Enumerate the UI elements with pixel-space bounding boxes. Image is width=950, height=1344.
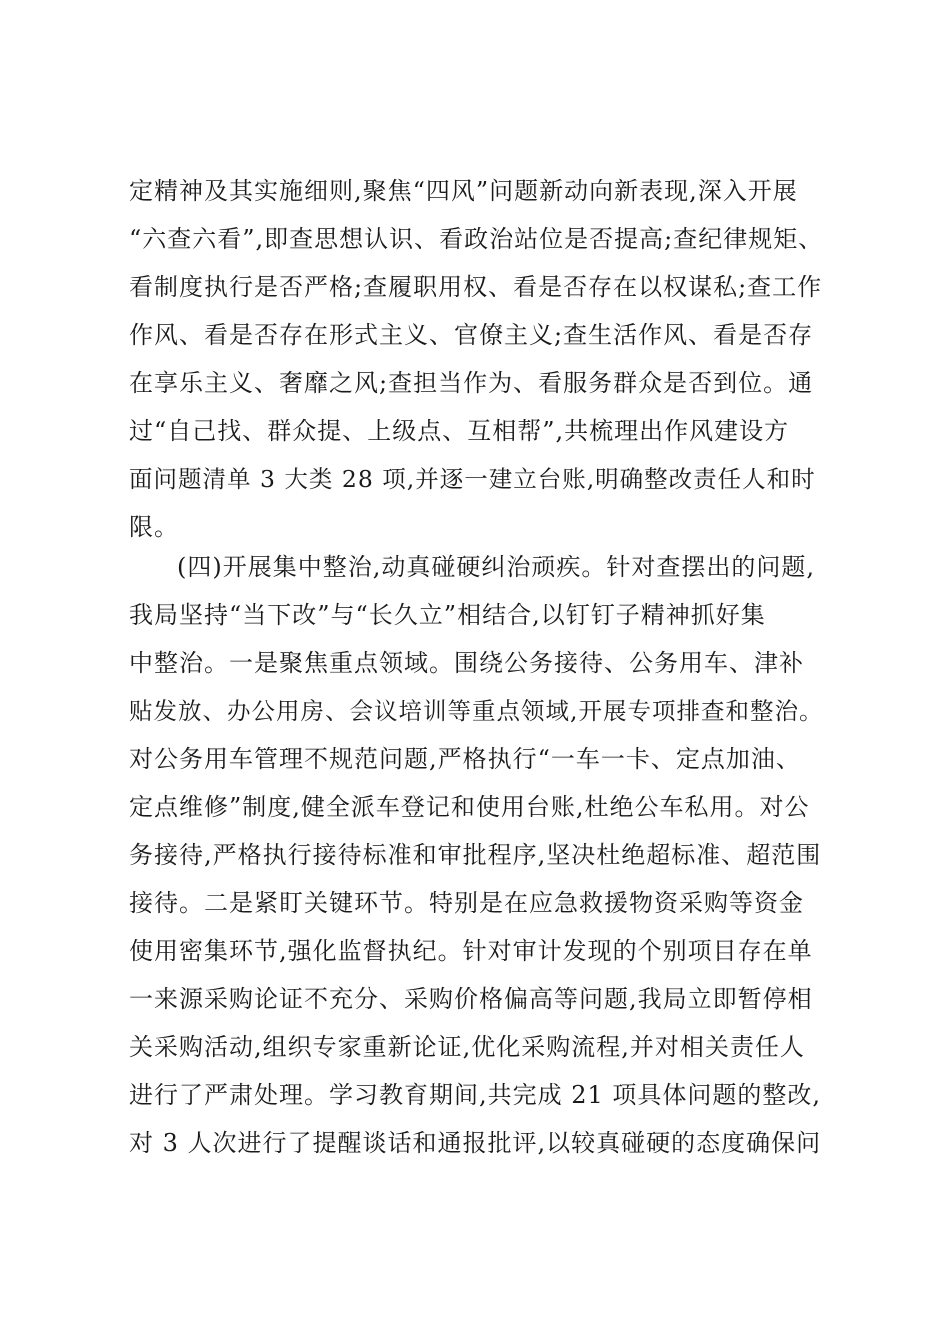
paragraph-line: 中整治。一是聚焦重点领域。围绕公务接待、公务用车、津补 bbox=[129, 649, 804, 677]
paragraph-1 bbox=[129, 167, 829, 551]
paragraph-line: 贴发放、办公用房、会议培训等重点领域,开展专项排查和整治。 bbox=[129, 697, 824, 725]
paragraph-line: 面问题清单 3 大类 28 项,并逐一建立台账,明确整改责任人和时 bbox=[129, 465, 816, 493]
paragraph-line: 使用密集环节,强化监督执纪。针对审计发现的个别项目存在单 bbox=[129, 937, 813, 965]
paragraph-line: 我局坚持“当下改”与“长久立”相结合,以钉钉子精神抓好集 bbox=[129, 601, 766, 629]
paragraph-line: 限。 bbox=[129, 513, 179, 541]
paragraph-line: 过“自己找、群众提、上级点、互相帮”,共梳理出作风建设方 bbox=[129, 417, 790, 445]
paragraph-line: 对 3 人次进行了提醒谈话和通报批评,以较真碰硬的态度确保问 bbox=[129, 1129, 822, 1157]
paragraph-line: 关采购活动,组织专家重新论证,优化采购流程,并对相关责任人 bbox=[129, 1033, 805, 1061]
paragraph-2 bbox=[129, 543, 829, 1167]
paragraph-line: 进行了严肃处理。学习教育期间,共完成 21 项具体问题的整改, bbox=[129, 1081, 822, 1109]
paragraph-line: (四)开展集中整治,动真碰硬纠治顽疾。针对查摆出的问题, bbox=[177, 553, 815, 581]
paragraph-line: 看制度执行是否严格;查履职用权、看是否存在以权谋私;查工作 bbox=[129, 273, 823, 301]
paragraph-line: 定点维修”制度,健全派车登记和使用台账,杜绝公车私用。对公 bbox=[129, 793, 810, 821]
paragraph-line: 一来源采购论证不充分、采购价格偏高等问题,我局立即暂停相 bbox=[129, 985, 813, 1013]
paragraph-line: 作风、看是否存在形式主义、官僚主义;查生活作风、看是否存 bbox=[129, 321, 814, 349]
paragraph-line: 定精神及其实施细则,聚焦“四风”问题新动向新表现,深入开展 bbox=[129, 177, 798, 205]
paragraph-line: 对公务用车管理不规范问题,严格执行“一车一卡、定点加油、 bbox=[129, 745, 801, 773]
paragraph-line: 务接待,严格执行接待标准和审批程序,坚决杜绝超标准、超范围 bbox=[129, 841, 822, 869]
paragraph-line: 在享乐主义、奢靡之风;查担当作为、看服务群众是否到位。通 bbox=[129, 369, 814, 397]
paragraph-line: 接待。二是紧盯关键环节。特别是在应急救援物资采购等资金 bbox=[129, 889, 804, 917]
paragraph-line: “六查六看”,即查思想认识、看政治站位是否提高;查纪律规矩、 bbox=[129, 225, 824, 253]
